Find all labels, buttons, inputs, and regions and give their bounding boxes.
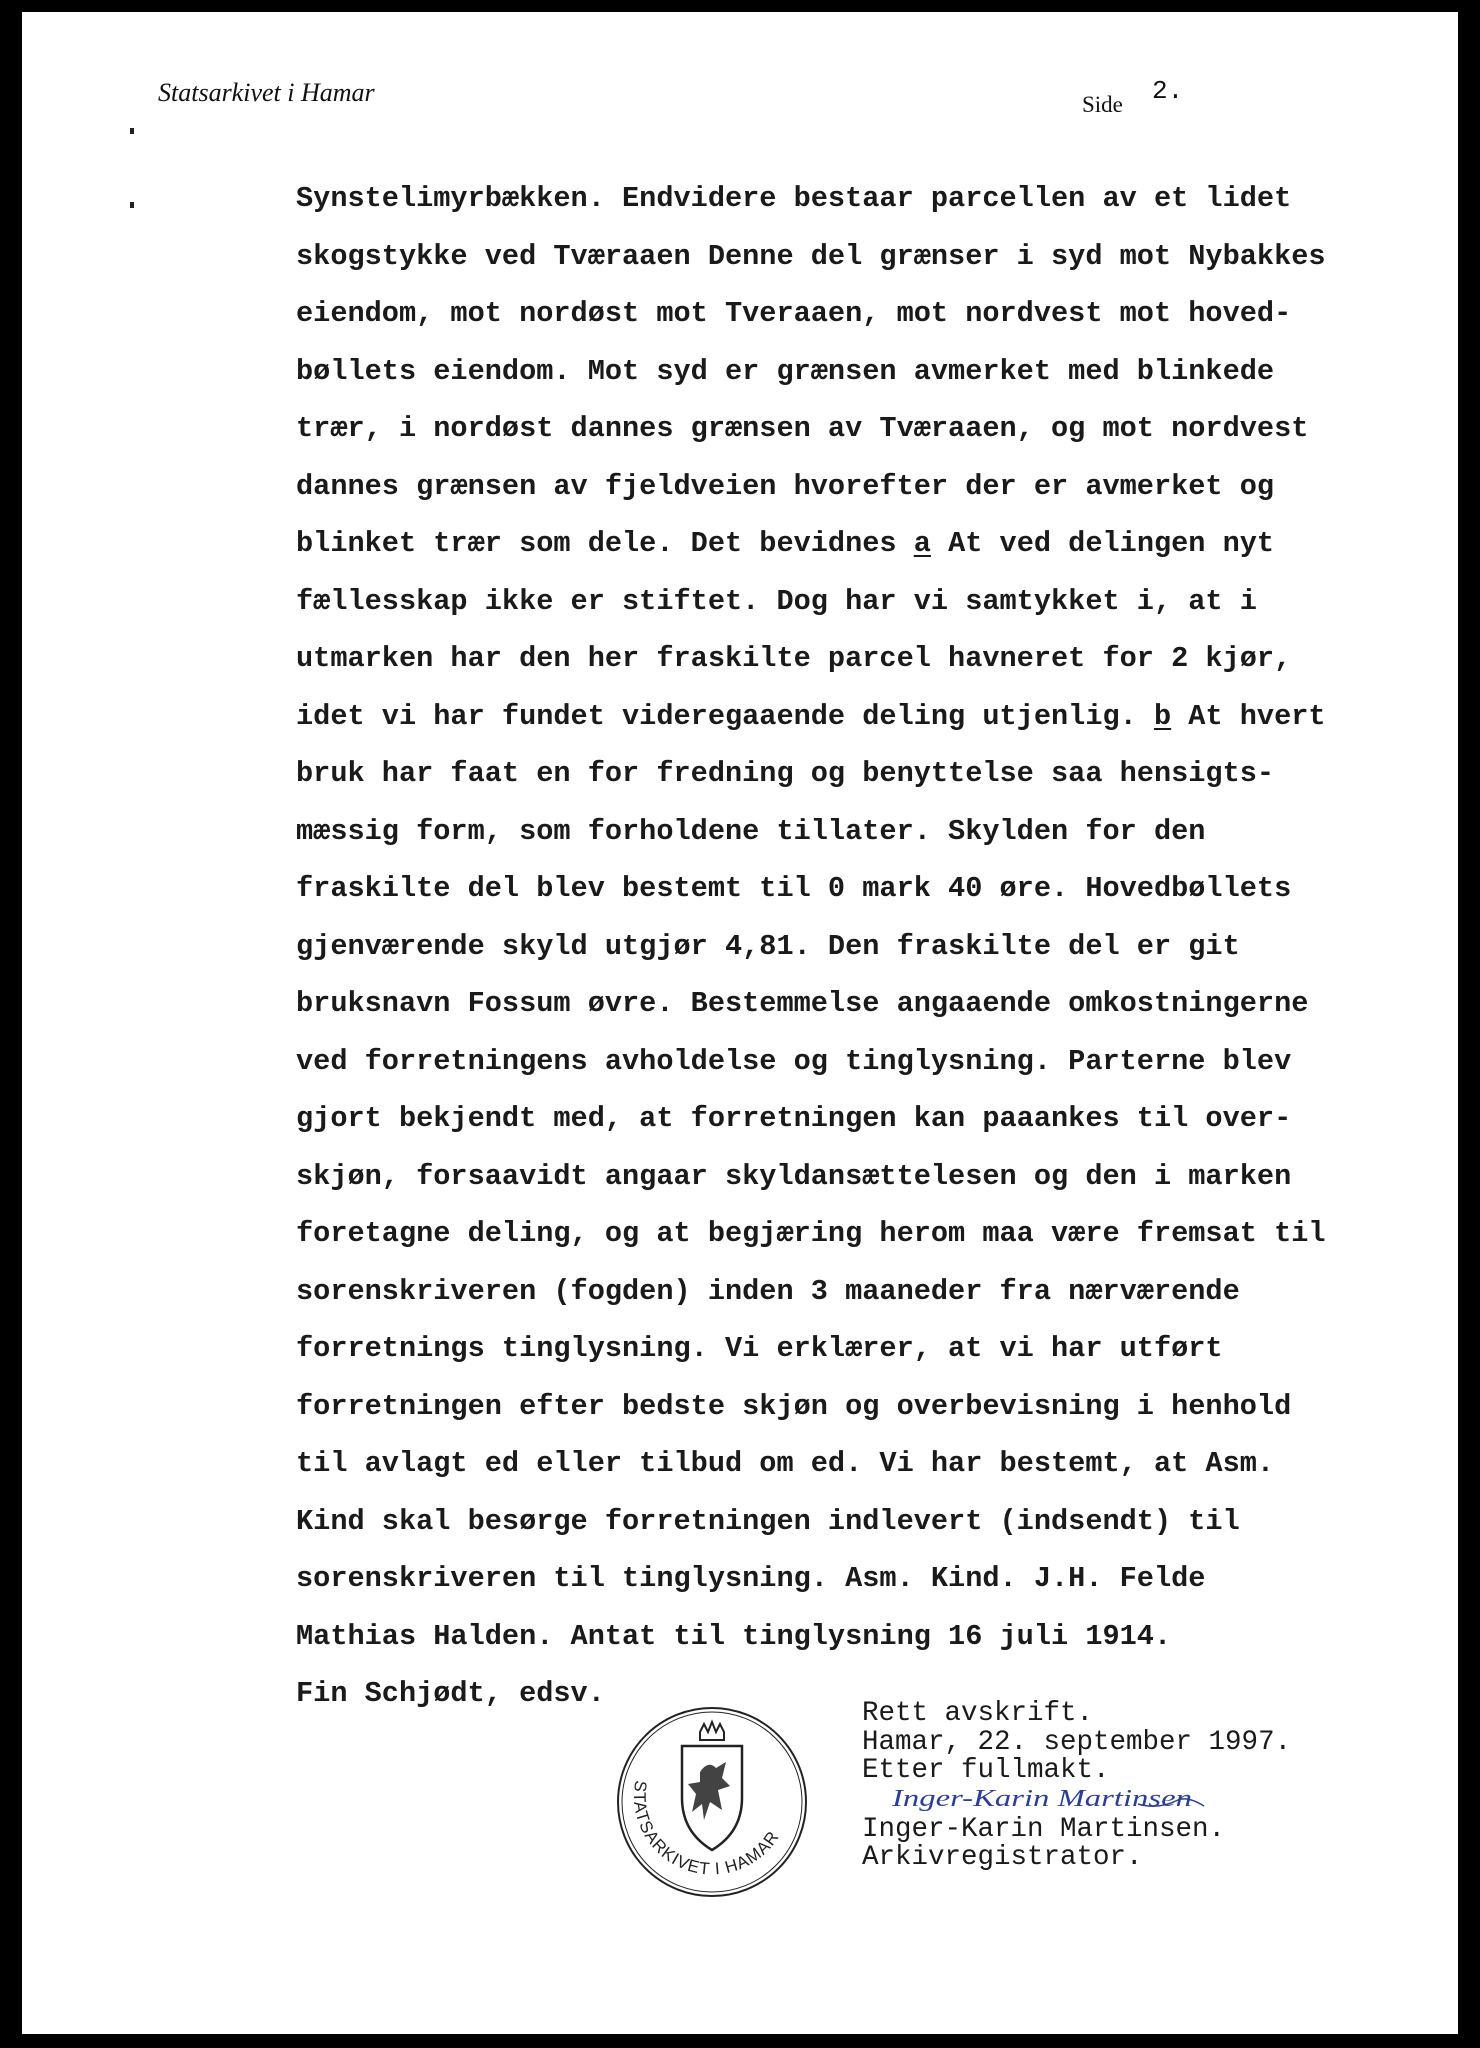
body-line <box>296 515 1376 573</box>
signature-gap <box>862 1786 1291 1816</box>
cert-line: Etter fullmakt. <box>862 1755 1110 1786</box>
lion-icon <box>688 1762 730 1820</box>
body-line: sorenskriveren (fogden) inden 3 maaneder fra nærværende <box>296 1274 1240 1308</box>
cert-line: Hamar, 22. september 1997. <box>862 1726 1292 1758</box>
body-line: gjort bekjendt med, at forretningen kan paaankes til over- <box>296 1102 1292 1135</box>
body-line: bøllets eiendom. Mot syd er grænsen avmerket med blinkede <box>296 354 1275 388</box>
body-line: bruksnavn Fossum øvre. Bestemmelse angaaende omkostningerne <box>296 987 1309 1020</box>
body-line: mæssig form, som forholdene tillater. Skylden for den <box>296 814 1206 848</box>
crown-icon <box>700 1722 724 1740</box>
cert-line: Inger-Karin Martinsen. <box>862 1813 1226 1845</box>
body-line: Mathias Halden. Antat til tinglysning 16 juli 1914. <box>296 1619 1172 1653</box>
body-line: Fin Schjødt, edsv. <box>296 1677 605 1710</box>
body-line: gjenværende skyld utgjør 4,81. Den fraskilte del er git <box>296 929 1240 963</box>
document-page <box>22 12 1458 2034</box>
body-line <box>296 688 1376 746</box>
body-line-tail: At hvert <box>1171 699 1326 733</box>
body-line-head: blinket trær som dele. Det bevidnes <box>296 527 914 560</box>
body-line-head: idet vi har fundet videregaaende deling utjenlig. <box>296 699 1154 733</box>
document-body <box>296 170 1376 1723</box>
cert-line: Rett avskrift. <box>862 1698 1094 1729</box>
archive-name: Statsarkivet i Hamar <box>158 78 375 107</box>
body-line: utmarken har den her fraskilte parcel havneret for 2 kjør, <box>296 642 1292 675</box>
signature-text: Inger-Karin Martinsen <box>890 1786 1192 1812</box>
body-line: skjøn, forsaavidt angaar skyldansættelesen og den i marken <box>296 1159 1292 1193</box>
body-line: forretnings tinglysning. Vi erklærer, at vi har utført <box>296 1332 1223 1365</box>
archive-seal <box>612 1702 812 1902</box>
scan-speck <box>130 128 134 134</box>
body-line: trær, i nordøst dannes grænsen av Tværaaen, og mot nordvest <box>296 412 1309 445</box>
body-line: dannes grænsen av fjeldveien hvorefter der er avmerket og <box>296 469 1275 503</box>
body-line: fraskilte del blev bestemt til 0 mark 40 øre. Hovedbøllets <box>296 872 1292 905</box>
marker-a: a <box>913 527 931 560</box>
page-number: 2. <box>1152 76 1184 106</box>
body-line: bruk har faat en for fredning og benyttelse saa hensigts- <box>296 757 1275 790</box>
marker-b: b <box>1153 699 1172 733</box>
certification-block <box>862 1700 1291 1873</box>
body-line: ved forretningens avholdelse og tinglysning. Parterne blev <box>296 1044 1292 1078</box>
body-line: til avlagt ed eller tilbud om ed. Vi har bestemt, at Asm. <box>296 1447 1275 1480</box>
body-line: sorenskriveren til tinglysning. Asm. Kind. J.H. Felde <box>296 1562 1206 1595</box>
body-line: Kind skal besørge forretningen indlevert (indsendt) til <box>296 1504 1240 1538</box>
body-line: eiendom, mot nordøst mot Tveraaen, mot nordvest mot hoved- <box>296 297 1292 330</box>
side-label: Side <box>1082 92 1123 117</box>
body-line: foretagne deling, og at begjæring herom maa være fremsat til <box>296 1217 1326 1250</box>
seal-graphic <box>612 1702 812 1902</box>
body-line: Synstelimyrbækken. Endvidere bestaar parcellen av et lidet <box>296 182 1292 215</box>
body-line: fællesskap ikke er stiftet. Dog har vi samtykket i, at i <box>296 584 1257 618</box>
scan-speck <box>130 202 134 208</box>
seal-text: STATSARKIVET I HAMAR <box>629 1779 783 1879</box>
body-line: forretningen efter bedste skjøn og overbevisning i henhold <box>296 1389 1292 1423</box>
cert-line: Arkivregistrator. <box>862 1842 1143 1873</box>
body-line-tail: At ved delingen nyt <box>930 527 1275 560</box>
body-line: skogstykke ved Tværaaen Denne del grænser i syd mot Nybakkes <box>296 239 1326 273</box>
